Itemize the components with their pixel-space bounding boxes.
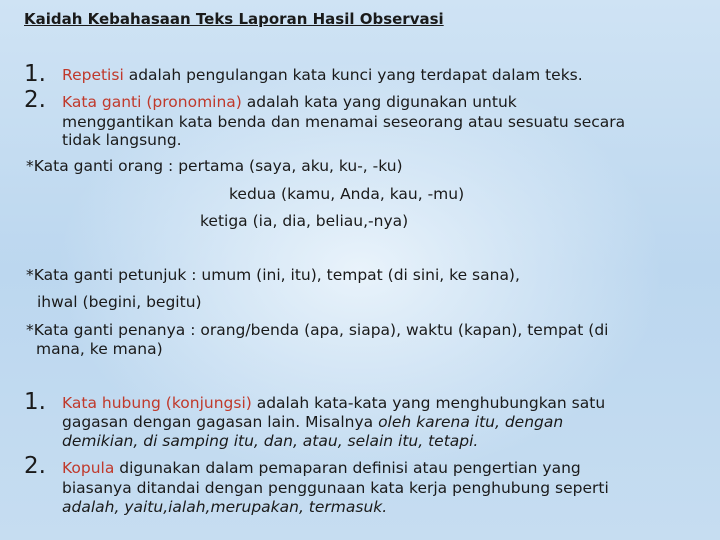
definition-kata-hubung-line3: demikian, di samping itu, dan, atau, selain itu, tetapi. <box>62 432 479 450</box>
definition-kata-hubung-line2 <box>62 413 563 432</box>
kata-ganti-orang-line2: kedua (kamu, Anda, kau, -mu) <box>229 185 465 203</box>
list-item-kata-ganti <box>62 93 517 112</box>
term-kopula: Kopula <box>62 459 115 477</box>
definition-kata-ganti-line3: tidak langsung. <box>62 131 182 149</box>
page-title: Kaidah Kebahasaan Teks Laporan Hasil Observasi <box>24 10 444 28</box>
kata-ganti-petunjuk-line2: ihwal (begini, begitu) <box>37 293 202 311</box>
term-kata-hubung: Kata hubung (konjungsi) <box>62 394 252 412</box>
definition-kata-hubung: adalah kata-kata yang menghubungkan satu <box>251 394 606 412</box>
list-item-repetisi <box>62 66 583 85</box>
definition-kata-ganti: adalah kata yang digunakan untuk <box>241 93 517 111</box>
definition-kata-ganti-line2: menggantikan kata benda dan menamai seseorang atau sesuatu secara <box>62 113 626 131</box>
list2-number-2: 2. <box>24 453 46 479</box>
kata-ganti-orang-line1: *Kata ganti orang : pertama (saya, aku, ku-, -ku) <box>26 157 403 175</box>
definition-kata-hubung-line2a: gagasan dengan gagasan lain. Misalnya <box>62 413 379 431</box>
list-item-kopula <box>62 459 581 478</box>
definition-kopula-line2: biasanya ditandai dengan penggunaan kata kerja penghubung seperti <box>62 479 609 497</box>
list-item-kata-hubung <box>62 394 605 413</box>
list-number-2: 2. <box>24 87 46 113</box>
kata-ganti-penanya-line2: mana, ke mana) <box>36 340 163 358</box>
kata-ganti-orang-line3: ketiga (ia, dia, beliau,-nya) <box>200 212 409 230</box>
list2-number-1: 1. <box>24 389 46 415</box>
example-kata-hubung: oleh karena itu, dengan <box>378 413 564 431</box>
definition-kopula-line3: adalah, yaitu,ialah,merupakan, termasuk. <box>62 498 388 516</box>
kata-ganti-petunjuk-line1: *Kata ganti petunjuk : umum (ini, itu), tempat (di sini, ke sana), <box>26 266 520 284</box>
list-number-1: 1. <box>24 61 46 87</box>
term-kata-ganti: Kata ganti (pronomina) <box>62 93 242 111</box>
definition-kopula: digunakan dalam pemaparan definisi atau pengertian yang <box>114 459 581 477</box>
definition-repetisi: adalah pengulangan kata kunci yang terdapat dalam teks. <box>123 66 583 84</box>
kata-ganti-penanya-line1: *Kata ganti penanya : orang/benda (apa, siapa), waktu (kapan), tempat (di <box>26 321 609 339</box>
term-repetisi: Repetisi <box>62 66 124 84</box>
